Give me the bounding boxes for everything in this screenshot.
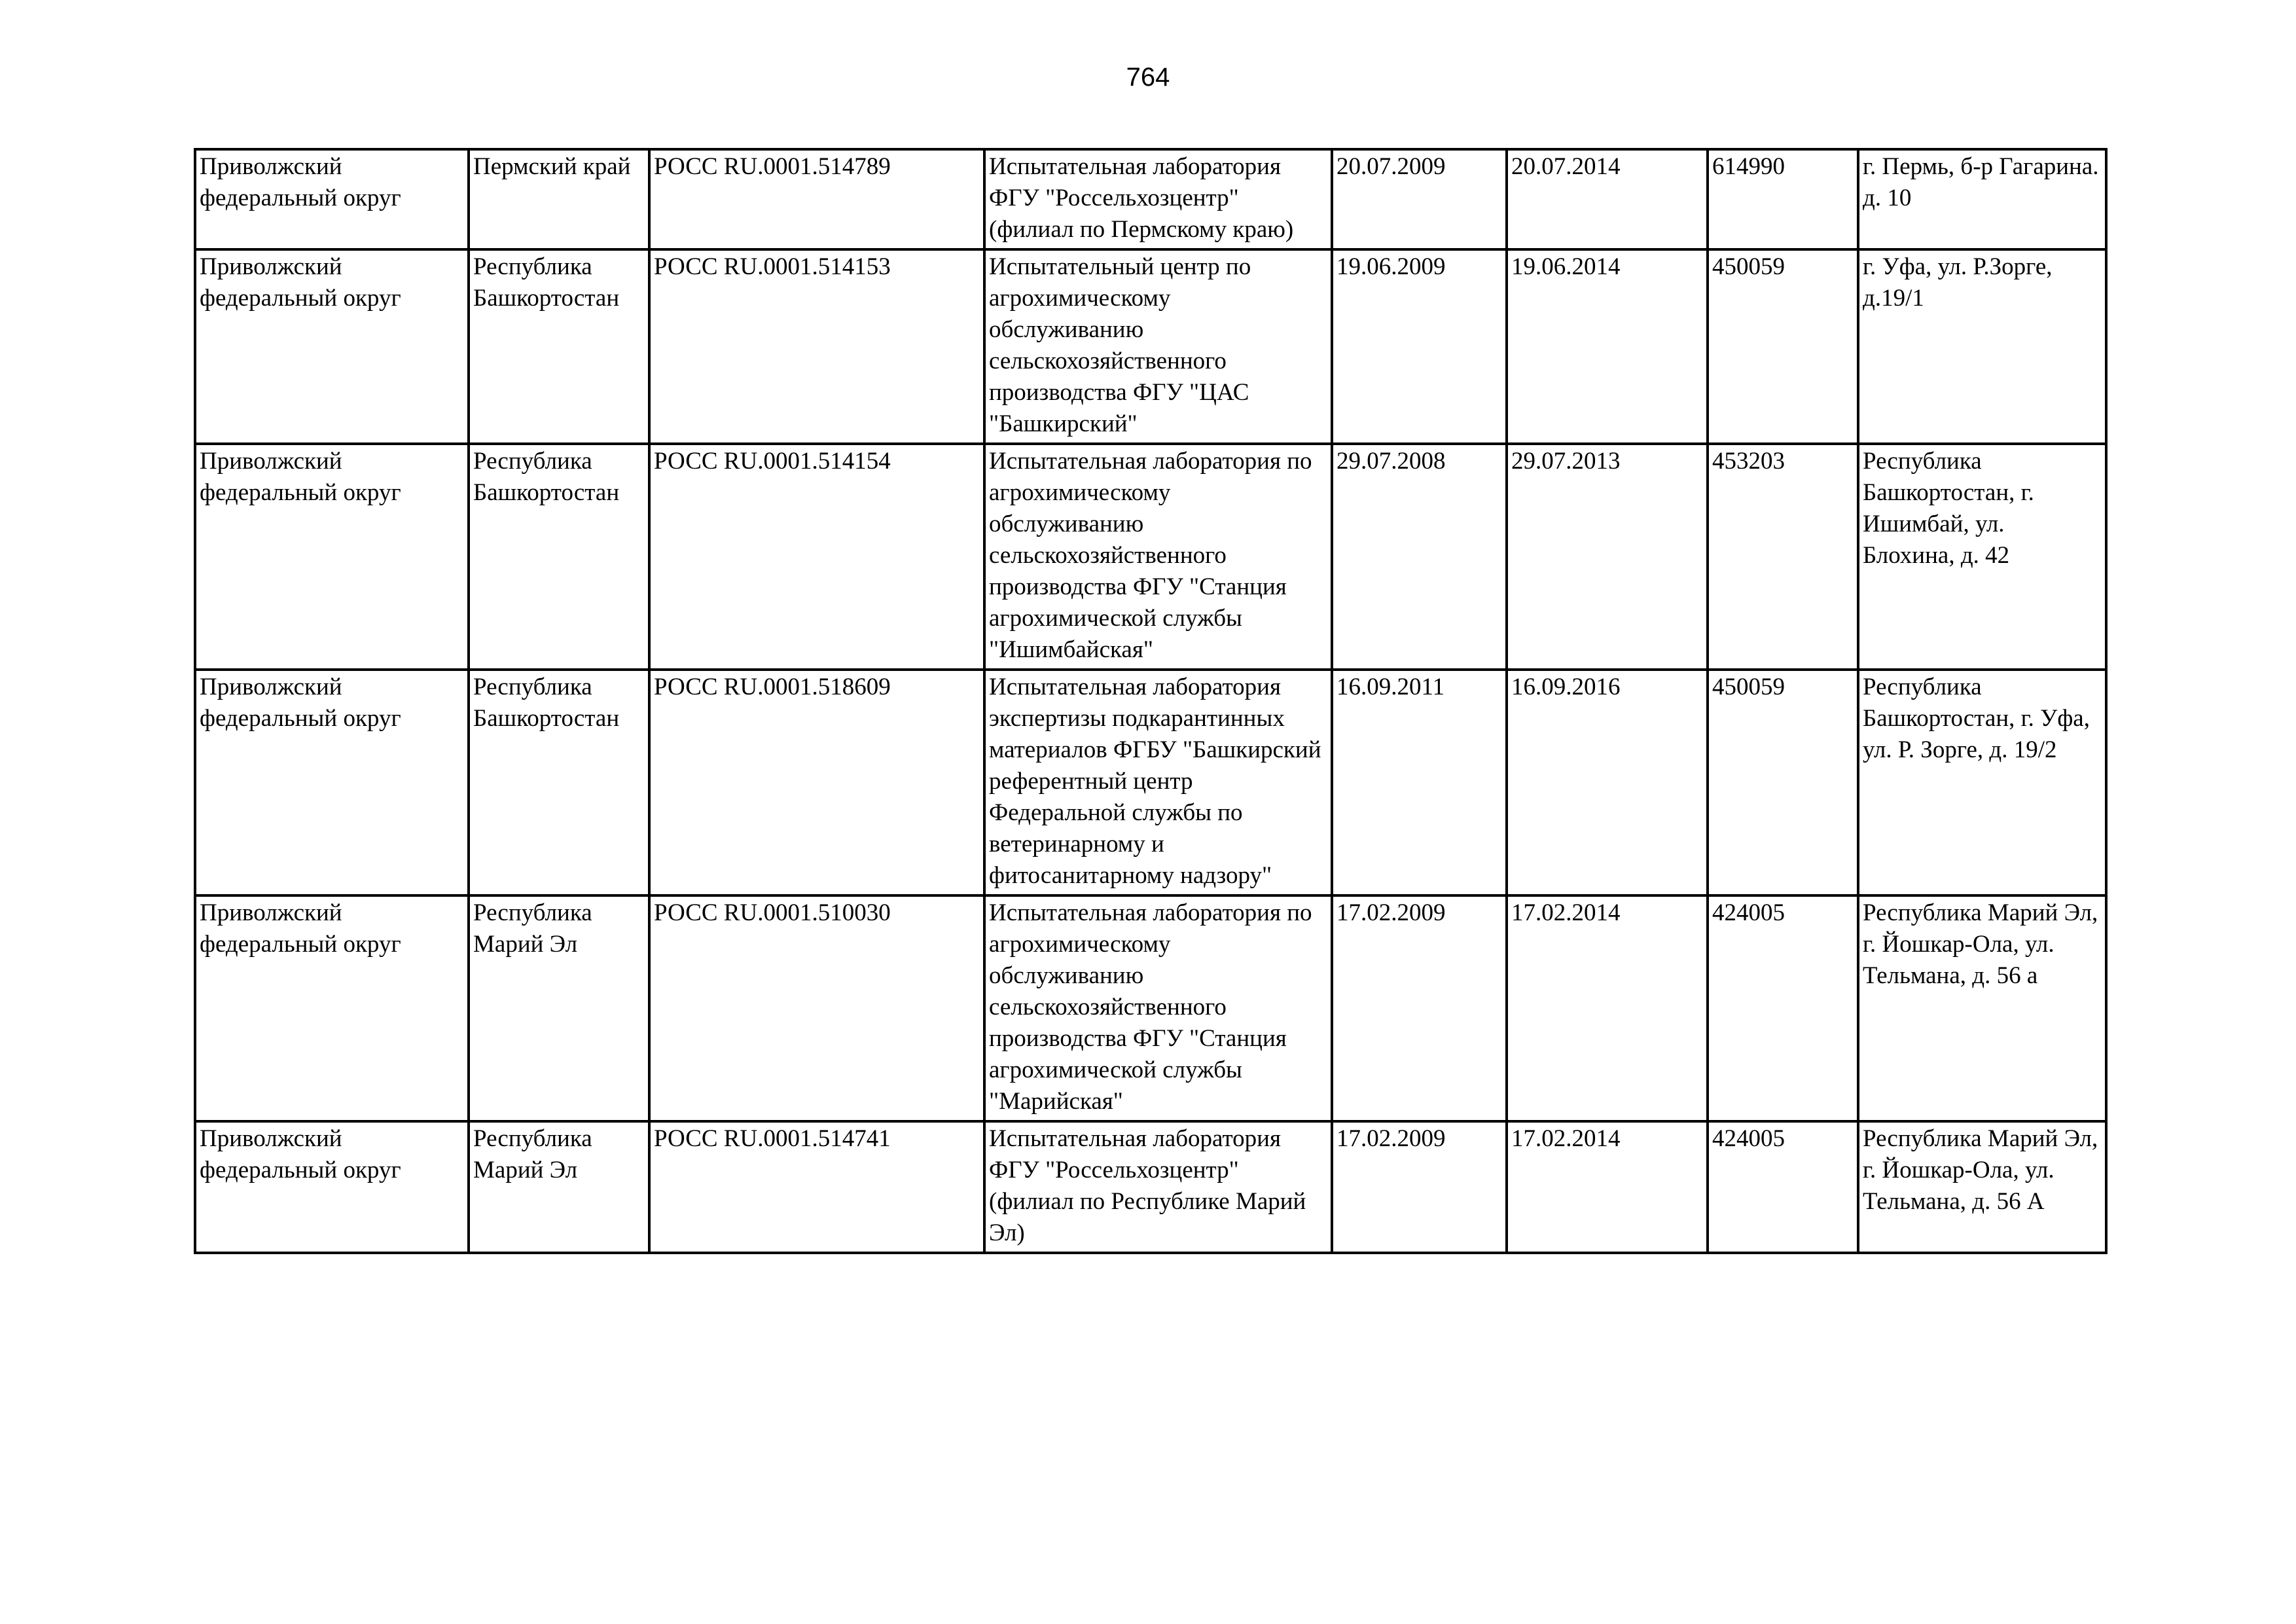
cell-address: Республика Башкортостан, г. Уфа, ул. Р. Зорге, д. 19/2 <box>1858 670 2106 895</box>
cell-district: Приволжский федеральный округ <box>195 1121 469 1253</box>
cell-region: Пермский край <box>469 149 649 249</box>
cell-region: Республика Башкортостан <box>469 670 649 895</box>
table-row <box>195 670 2106 895</box>
cell-date-valid: 29.07.2013 <box>1507 444 1708 670</box>
cell-address: г. Пермь, б-р Гагарина. д. 10 <box>1858 149 2106 249</box>
cell-date-issued: 20.07.2009 <box>1332 149 1507 249</box>
cell-certificate: РОСС RU.0001.518609 <box>649 670 984 895</box>
cell-district: Приволжский федеральный округ <box>195 670 469 895</box>
cell-district: Приволжский федеральный округ <box>195 149 469 249</box>
cell-postcode: 450059 <box>1708 670 1858 895</box>
cell-date-issued: 17.02.2009 <box>1332 1121 1507 1253</box>
cell-postcode: 424005 <box>1708 895 1858 1121</box>
cell-address: г. Уфа, ул. Р.Зорге, д.19/1 <box>1858 249 2106 444</box>
cell-address: Республика Марий Эл, г. Йошкар-Ола, ул. Тельмана, д. 56 А <box>1858 1121 2106 1253</box>
cell-postcode: 614990 <box>1708 149 1858 249</box>
table-row <box>195 444 2106 670</box>
cell-date-issued: 17.02.2009 <box>1332 895 1507 1121</box>
cell-organization: Испытательная лаборатория ФГУ "Россельхозцентр" (филиал по Республике Марий Эл) <box>984 1121 1332 1253</box>
cell-address: Республика Марий Эл, г. Йошкар-Ола, ул. Тельмана, д. 56 а <box>1858 895 2106 1121</box>
cell-certificate: РОСС RU.0001.514789 <box>649 149 984 249</box>
cell-postcode: 450059 <box>1708 249 1858 444</box>
table-row <box>195 249 2106 444</box>
cell-date-valid: 19.06.2014 <box>1507 249 1708 444</box>
cell-certificate: РОСС RU.0001.514154 <box>649 444 984 670</box>
cell-date-valid: 17.02.2014 <box>1507 1121 1708 1253</box>
cell-district: Приволжский федеральный округ <box>195 895 469 1121</box>
cell-date-valid: 20.07.2014 <box>1507 149 1708 249</box>
cell-organization: Испытательная лаборатория экспертизы подкарантинных материалов ФГБУ "Башкирский референтный центр Федеральной службы по ветеринарному и фитосанитарному надзору" <box>984 670 1332 895</box>
table-row <box>195 149 2106 249</box>
cell-certificate: РОСС RU.0001.510030 <box>649 895 984 1121</box>
cell-date-valid: 17.02.2014 <box>1507 895 1708 1121</box>
cell-organization: Испытательная лаборатория по агрохимическому обслуживанию сельскохозяйственного производства ФГУ "Станция агрохимической службы "Марийская" <box>984 895 1332 1121</box>
cell-date-issued: 16.09.2011 <box>1332 670 1507 895</box>
cell-organization: Испытательная лаборатория по агрохимическому обслуживанию сельскохозяйственного производства ФГУ "Станция агрохимической службы "Ишимбайская" <box>984 444 1332 670</box>
cell-organization: Испытательная лаборатория ФГУ "Россельхозцентр" (филиал по Пермскому краю) <box>984 149 1332 249</box>
cell-certificate: РОСС RU.0001.514741 <box>649 1121 984 1253</box>
cell-date-issued: 19.06.2009 <box>1332 249 1507 444</box>
table-row <box>195 1121 2106 1253</box>
cell-district: Приволжский федеральный округ <box>195 444 469 670</box>
cell-region: Республика Марий Эл <box>469 895 649 1121</box>
page-number: 764 <box>1126 63 1170 92</box>
cell-postcode: 453203 <box>1708 444 1858 670</box>
cell-postcode: 424005 <box>1708 1121 1858 1253</box>
cell-certificate: РОСС RU.0001.514153 <box>649 249 984 444</box>
cell-region: Республика Марий Эл <box>469 1121 649 1253</box>
cell-region: Республика Башкортостан <box>469 249 649 444</box>
cell-organization: Испытательный центр по агрохимическому обслуживанию сельскохозяйственного производства ФГУ "ЦАС "Башкирский" <box>984 249 1332 444</box>
table-row <box>195 895 2106 1121</box>
cell-district: Приволжский федеральный округ <box>195 249 469 444</box>
cell-address: Республика Башкортостан, г. Ишимбай, ул. Блохина, д. 42 <box>1858 444 2106 670</box>
cell-date-issued: 29.07.2008 <box>1332 444 1507 670</box>
registry-table <box>194 148 2108 1254</box>
cell-region: Республика Башкортостан <box>469 444 649 670</box>
cell-date-valid: 16.09.2016 <box>1507 670 1708 895</box>
